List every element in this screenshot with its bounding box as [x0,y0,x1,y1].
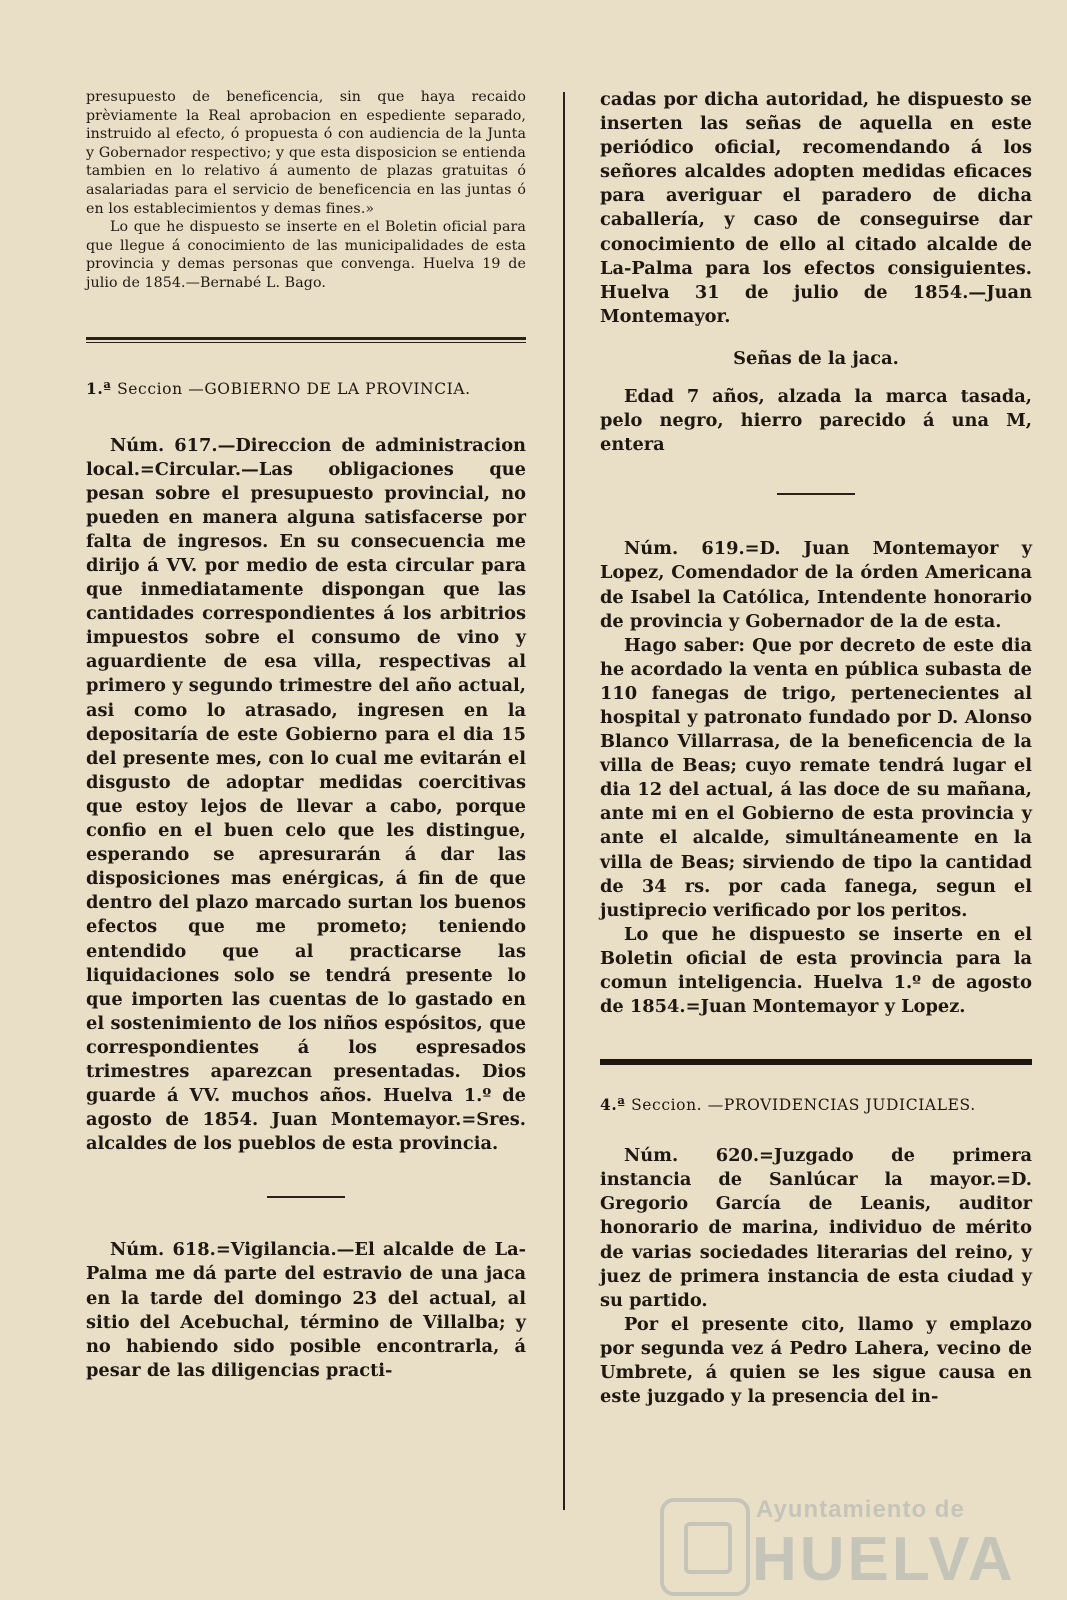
section-title: —PROVIDENCIAS JUDICIALES. [707,1096,976,1115]
notice-619-heading: Núm. 619.=D. Juan Montemayor y Lopez, Comendador de la órden Americana de Isabel la Católica, Intendente honorario de provincia y Gobernador de la de esta. [600,538,1032,632]
notice-619-body: Hago saber: Que por decreto de este dia he acordado la venta en pública subasta de 110 fanegas de trigo, pertenecientes al hospital y patronato fundado por D. Alonso Blanco Villarrasa, de la beneficencia de la villa de Beas; cuyo remate tendrá lugar el dia 12 del actual, á las doce de su mañana, ante mi en el Gobierno de esta provincia y ante el alcalde, simultáneamente en la villa de Beas; sirviendo de tipo la cantidad de 34 rs. por cada fanega, segun el justiprecio verificado por los peritos. [600,634,1032,921]
section-title: —GOBIERNO DE LA PROVINCIA. [188,379,471,398]
column-rule [563,92,565,1510]
coat-of-arms-icon [660,1498,750,1596]
senas-description: Edad 7 años, alzada la marca tasada, pelo negro, hierro parecido á una M, entera [600,386,1032,456]
left-column [86,88,526,1383]
beneficencia-paragraph: presupuesto de beneficencia, sin que haya recaido prèviamente la Real aprobacion en espediente separado, instruido al efecto, ó propuesta ó con audiencia de la Junta y Gobernador respectivo; y que esta disposicion se entienda tambien en lo relativo á aumento de plazas gratuitas ó asalariadas para el servicio de beneficencia en las juntas ó en los establecimientos y demas fines.» [86,89,526,217]
notice-619-closing: Lo que he dispuesto se inserte en el Boletin oficial de esta provincia para la comun inteligencia. Huelva 1.º de agosto de 1854.=Juan Montemayor y Lopez. [600,923,1032,1018]
section-word: Seccion. [631,1096,703,1115]
section-heading-judiciales [600,1095,1032,1114]
section-word: Seccion [117,379,183,398]
senas-title: Señas de la jaca. [733,347,899,369]
notice-620-heading: Núm. 620.=Juzgado de primera instancia de Sanlúcar la mayor.=D. Gregorio García de Leanis, auditor honorario de marina, individuo de mérito de varias sociedades literarias del reino, y juez de primera instancia de esta ciudad y su partido. [600,1145,1032,1311]
section-number: 4.ª [600,1095,626,1115]
watermark-title: HUELVA [752,1525,1016,1594]
right-column [600,88,1032,1409]
archive-watermark [660,1490,1040,1594]
notice-618-continued: cadas por dicha autoridad, he dispuesto se inserten las señas de aquella en este periódico oficial, recomendando á los señores alcaldes adopten medidas eficaces para averiguar el paradero de dicha caballería, y caso de conseguirse dar conocimiento de ello al citado alcalde de La-Palma para los efectos consiguientes. Huelva 31 de julio de 1854.—Juan Montemayor. [600,89,1032,327]
notice-618: Núm. 618.=Vigilancia.—El alcalde de La-Palma me dá parte del estravio de una jaca en la tarde del domingo 23 del actual, al sitio del Acebuchal, término de Villalba; y no habiendo sido posible encontrarla, á pesar de las diligencias practi- [86,1239,526,1381]
section-heading-gobierno [86,379,526,398]
notice-617: Núm. 617.—Direccion de administracion local.=Circular.—Las obligaciones que pesan sobre el presupuesto provincial, no pueden en manera alguna satisfacerse por falta de ingresos. En su consecuencia me dirijo á VV. por medio de esta circular para que inmediatamente dispongan que las cantidades correspondientes á los arbitrios impuestos sobre el consumo de vino y aguardiente de esa villa, respectivas al primero y segundo trimestre del año actual, asi como lo atrasado, ingresen en la depositaría de este Gobierno para el dia 15 del presente mes, con lo cual me evitarán el disgusto de adoptar medidas coercitivas que estoy lejos de llevar a cabo, porque confio en el buen celo que les distingue, esperando se apresurarán á dar las disposiciones mas enérgicas, á fin de que dentro del plazo marcado surtan los buenos efectos que me prometo; teniendo entendido que al practicarse las liquidaciones solo se tendrá presente lo que importen las cuentas de lo gastado en el sostenimiento de los niños espósitos, que correspondientes á los espresados trimestres aparezcan presentadas. Dios guarde á VV. muchos años. Huelva 1.º de agosto de 1854. Juan Montemayor.=Sres. alcaldes de los pueblos de esta provincia. [86,434,526,1155]
publication-notice: Lo que he dispuesto se inserte en el Boletin oficial para que llegue á conocimiento de las municipalidades de esta provincia y demas personas que convenga. Huelva 19 de julio de 1854.—Bernabé L. Bago. [86,219,526,291]
notice-620-body: Por el presente cito, llamo y emplazo por segunda vez á Pedro Lahera, vecino de Umbrete, á quien se les sigue causa en este juzgado y la presencia del in- [600,1313,1032,1408]
section-number: 1.ª [86,378,112,398]
watermark-subtitle: Ayuntamiento de [756,1496,965,1523]
